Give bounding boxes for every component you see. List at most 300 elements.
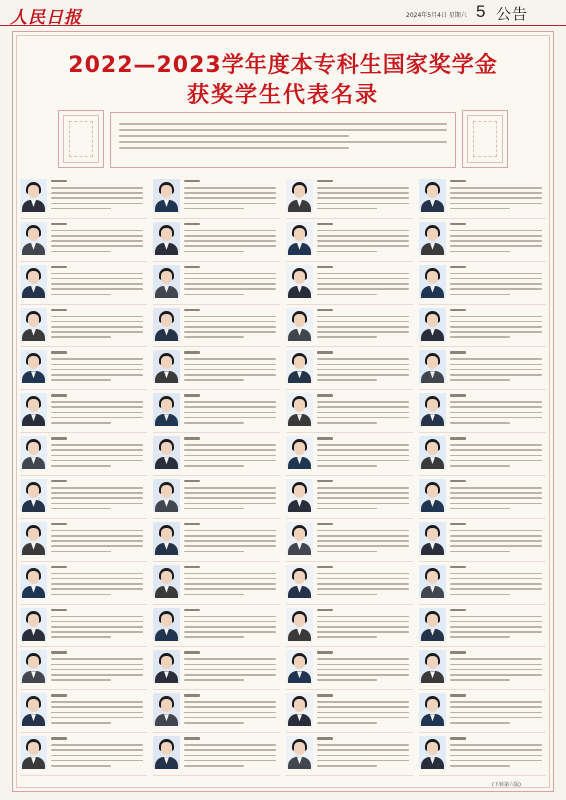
student-portrait xyxy=(419,265,446,298)
student-bio-line xyxy=(450,669,542,671)
student-bio-line xyxy=(317,288,409,290)
student-bio-line xyxy=(450,706,542,708)
awardee-entry xyxy=(286,390,413,433)
student-bio-line xyxy=(317,669,409,671)
student-bio-line xyxy=(51,636,111,638)
student-bio-line xyxy=(317,316,409,318)
student-bio-line xyxy=(317,240,409,242)
student-portrait xyxy=(419,179,446,212)
student-bio-line xyxy=(317,717,409,719)
student-bio-line xyxy=(317,412,409,414)
student-bio-line xyxy=(51,401,143,403)
student-name-line xyxy=(450,266,466,268)
student-bio-line xyxy=(450,749,542,751)
intro-text-line xyxy=(119,123,447,125)
student-bio-line xyxy=(184,755,276,757)
student-bio-line xyxy=(450,545,542,547)
student-bio-line xyxy=(51,664,143,666)
student-bio-line xyxy=(450,535,542,537)
student-name-line xyxy=(450,309,466,311)
student-bio-line xyxy=(450,717,542,719)
student-bio-line xyxy=(51,674,143,676)
student-bio-line xyxy=(51,573,143,575)
awardee-entry xyxy=(20,647,147,690)
student-bio-line xyxy=(184,336,244,338)
student-name-line xyxy=(184,694,200,696)
student-portrait xyxy=(286,650,313,683)
student-bio-line xyxy=(51,364,143,366)
student-bio-line xyxy=(317,208,377,210)
student-bio-line xyxy=(51,240,143,242)
student-bio-line xyxy=(51,294,111,296)
student-name-line xyxy=(184,309,200,311)
student-bio-line xyxy=(450,616,542,618)
awardee-entry xyxy=(419,262,546,305)
awardee-entry xyxy=(20,519,147,562)
awardee-entry xyxy=(153,476,280,519)
student-portrait xyxy=(153,179,180,212)
newspaper-masthead xyxy=(0,0,566,26)
awardee-entry xyxy=(20,347,147,390)
student-bio-line xyxy=(317,283,409,285)
student-name-line xyxy=(184,180,200,182)
student-bio-line xyxy=(317,658,409,660)
student-name-line xyxy=(317,480,333,482)
student-bio-line xyxy=(51,701,143,703)
student-name-line xyxy=(317,651,333,653)
student-bio-line xyxy=(51,278,143,280)
student-bio-line xyxy=(51,235,143,237)
awardee-entry xyxy=(153,690,280,733)
awardee-entry xyxy=(419,476,546,519)
student-bio-line xyxy=(317,530,409,532)
student-bio-line xyxy=(317,755,409,757)
awardee-entry xyxy=(20,305,147,348)
student-name-line xyxy=(317,523,333,525)
student-bio-line xyxy=(450,701,542,703)
student-bio-line xyxy=(450,358,542,360)
student-bio-line xyxy=(317,679,377,681)
student-portrait xyxy=(20,436,47,469)
student-portrait xyxy=(20,522,47,555)
student-bio-line xyxy=(184,208,244,210)
student-bio-line xyxy=(317,369,409,371)
student-portrait xyxy=(286,222,313,255)
student-bio-line xyxy=(51,492,143,494)
student-bio-line xyxy=(51,283,143,285)
student-bio-line xyxy=(317,460,409,462)
student-portrait xyxy=(419,308,446,341)
student-portrait xyxy=(153,393,180,426)
student-bio-line xyxy=(51,465,111,467)
student-bio-line xyxy=(450,273,542,275)
intro-text-box xyxy=(110,112,456,168)
awardee-entry xyxy=(153,347,280,390)
student-name-line xyxy=(317,309,333,311)
student-bio-line xyxy=(184,235,276,237)
student-bio-line xyxy=(317,401,409,403)
student-bio-line xyxy=(184,364,276,366)
student-bio-line xyxy=(317,230,409,232)
student-bio-line xyxy=(184,316,276,318)
student-bio-line xyxy=(317,636,377,638)
student-bio-line xyxy=(450,245,542,247)
student-bio-line xyxy=(184,679,244,681)
student-portrait xyxy=(20,650,47,683)
student-bio-line xyxy=(317,455,409,457)
student-bio-line xyxy=(184,492,276,494)
awardee-entry xyxy=(20,390,147,433)
student-bio-line xyxy=(450,588,542,590)
student-portrait xyxy=(153,436,180,469)
intro-paragraph-2 xyxy=(119,141,447,149)
student-name-line xyxy=(51,737,67,739)
student-bio-line xyxy=(51,621,143,623)
student-bio-line xyxy=(450,578,542,580)
awardee-entry xyxy=(419,605,546,648)
intro-paragraph-1 xyxy=(119,123,447,137)
student-bio-line xyxy=(450,760,542,762)
student-name-line xyxy=(317,694,333,696)
student-bio-line xyxy=(317,712,409,714)
decorative-lattice-right xyxy=(462,110,508,168)
student-bio-line xyxy=(184,197,276,199)
student-bio-line xyxy=(51,326,143,328)
student-portrait xyxy=(286,393,313,426)
student-bio-line xyxy=(51,535,143,537)
student-bio-line xyxy=(317,278,409,280)
student-bio-line xyxy=(450,251,510,253)
student-bio-line xyxy=(450,401,542,403)
student-bio-line xyxy=(184,535,276,537)
student-bio-line xyxy=(317,487,409,489)
student-portrait xyxy=(153,522,180,555)
awardee-entry xyxy=(286,262,413,305)
section-name: 公告 xyxy=(496,5,529,23)
student-bio-line xyxy=(317,187,409,189)
student-bio-line xyxy=(184,460,276,462)
student-bio-line xyxy=(184,369,276,371)
decorative-lattice-left xyxy=(58,110,104,168)
student-bio-line xyxy=(184,326,276,328)
student-bio-line xyxy=(317,331,409,333)
student-portrait xyxy=(153,693,180,726)
student-name-line xyxy=(184,523,200,525)
student-bio-line xyxy=(51,412,143,414)
student-portrait xyxy=(20,393,47,426)
awardee-entry xyxy=(20,605,147,648)
student-bio-line xyxy=(184,203,276,205)
awardee-entry xyxy=(286,605,413,648)
awardee-entry xyxy=(419,176,546,219)
student-bio-line xyxy=(317,588,409,590)
student-bio-line xyxy=(51,658,143,660)
student-bio-line xyxy=(450,492,542,494)
student-bio-line xyxy=(184,503,276,505)
student-portrait xyxy=(286,736,313,769)
student-bio-line xyxy=(450,503,542,505)
awardee-entry xyxy=(20,219,147,262)
student-bio-line xyxy=(184,530,276,532)
student-bio-line xyxy=(51,336,111,338)
awardee-entry xyxy=(153,219,280,262)
student-bio-line xyxy=(51,192,143,194)
awardee-entry xyxy=(286,519,413,562)
student-bio-line xyxy=(317,321,409,323)
student-bio-line xyxy=(184,374,276,376)
student-portrait xyxy=(20,265,47,298)
student-bio-line xyxy=(450,626,542,628)
student-bio-line xyxy=(317,465,377,467)
awardee-entry xyxy=(286,476,413,519)
student-portrait xyxy=(419,693,446,726)
student-bio-line xyxy=(317,701,409,703)
awardee-entry xyxy=(419,647,546,690)
student-bio-line xyxy=(184,760,276,762)
student-name-line xyxy=(51,309,67,311)
student-bio-line xyxy=(51,208,111,210)
student-bio-line xyxy=(51,508,111,510)
student-bio-line xyxy=(317,508,377,510)
student-bio-line xyxy=(450,679,510,681)
student-bio-line xyxy=(51,631,143,633)
student-name-line xyxy=(317,223,333,225)
student-bio-line xyxy=(184,658,276,660)
awardee-entry xyxy=(419,390,546,433)
student-bio-line xyxy=(51,444,143,446)
student-bio-line xyxy=(450,240,542,242)
student-portrait xyxy=(419,608,446,641)
student-bio-line xyxy=(317,573,409,575)
student-bio-line xyxy=(450,283,542,285)
student-name-line xyxy=(450,737,466,739)
student-bio-line xyxy=(51,551,111,553)
awardee-entry xyxy=(20,176,147,219)
awardee-entry xyxy=(153,305,280,348)
student-bio-line xyxy=(450,497,542,499)
student-portrait xyxy=(286,608,313,641)
student-bio-line xyxy=(317,626,409,628)
student-bio-line xyxy=(51,230,143,232)
awardee-entry xyxy=(153,433,280,476)
awardee-entry xyxy=(20,690,147,733)
student-bio-line xyxy=(317,503,409,505)
student-bio-line xyxy=(450,379,510,381)
student-bio-line xyxy=(184,251,244,253)
student-portrait xyxy=(286,479,313,512)
student-bio-line xyxy=(184,487,276,489)
student-bio-line xyxy=(317,364,409,366)
student-bio-line xyxy=(51,545,143,547)
student-bio-line xyxy=(450,455,542,457)
student-bio-line xyxy=(184,621,276,623)
student-bio-line xyxy=(51,358,143,360)
student-bio-line xyxy=(450,658,542,660)
student-bio-line xyxy=(184,245,276,247)
student-bio-line xyxy=(450,508,510,510)
student-bio-line xyxy=(450,208,510,210)
student-name-line xyxy=(450,480,466,482)
student-bio-line xyxy=(317,294,377,296)
page-title: 2022—2023学年度本专科生国家奖学金 xyxy=(68,53,498,78)
student-bio-line xyxy=(51,316,143,318)
student-bio-line xyxy=(184,288,276,290)
student-portrait xyxy=(419,393,446,426)
awardee-entry xyxy=(20,733,147,776)
student-bio-line xyxy=(51,588,143,590)
student-bio-line xyxy=(184,749,276,751)
student-bio-line xyxy=(184,631,276,633)
student-bio-line xyxy=(317,631,409,633)
awardee-entry xyxy=(153,647,280,690)
student-bio-line xyxy=(51,203,143,205)
student-bio-line xyxy=(184,573,276,575)
student-name-line xyxy=(317,609,333,611)
awardee-entry xyxy=(153,519,280,562)
student-name-line xyxy=(450,566,466,568)
awardee-grid xyxy=(20,176,546,776)
student-bio-line xyxy=(51,578,143,580)
student-bio-line xyxy=(51,749,143,751)
student-bio-line xyxy=(317,535,409,537)
student-bio-line xyxy=(184,455,276,457)
student-bio-line xyxy=(450,417,542,419)
student-bio-line xyxy=(317,245,409,247)
student-bio-line xyxy=(317,744,409,746)
student-bio-line xyxy=(450,294,510,296)
student-bio-line xyxy=(317,358,409,360)
student-bio-line xyxy=(51,288,143,290)
page-subtitle: 获奖学生代表名录 xyxy=(186,83,379,108)
student-bio-line xyxy=(51,197,143,199)
intro-text-line xyxy=(119,147,349,149)
student-bio-line xyxy=(450,444,542,446)
newspaper-logo: 人民日报 xyxy=(10,8,82,28)
student-bio-line xyxy=(317,192,409,194)
student-name-line xyxy=(450,523,466,525)
student-bio-line xyxy=(184,331,276,333)
student-bio-line xyxy=(450,197,542,199)
intro-text-line xyxy=(119,135,349,137)
student-name-line xyxy=(184,266,200,268)
student-portrait xyxy=(286,693,313,726)
awardee-entry xyxy=(419,562,546,605)
student-bio-line xyxy=(184,551,244,553)
student-portrait xyxy=(153,479,180,512)
student-bio-line xyxy=(184,578,276,580)
student-bio-line xyxy=(184,706,276,708)
student-bio-line xyxy=(450,551,510,553)
student-bio-line xyxy=(450,336,510,338)
student-portrait xyxy=(20,736,47,769)
student-name-line xyxy=(184,480,200,482)
student-name-line xyxy=(317,351,333,353)
student-bio-line xyxy=(450,674,542,676)
student-bio-line xyxy=(184,626,276,628)
student-bio-line xyxy=(450,664,542,666)
student-bio-line xyxy=(51,321,143,323)
student-bio-line xyxy=(184,273,276,275)
student-bio-line xyxy=(184,240,276,242)
student-name-line xyxy=(184,223,200,225)
student-name-line xyxy=(51,437,67,439)
student-bio-line xyxy=(51,487,143,489)
student-bio-line xyxy=(51,369,143,371)
student-bio-line xyxy=(51,755,143,757)
student-bio-line xyxy=(450,487,542,489)
student-bio-line xyxy=(184,294,244,296)
student-name-line xyxy=(450,437,466,439)
student-bio-line xyxy=(184,187,276,189)
student-portrait xyxy=(20,222,47,255)
student-bio-line xyxy=(317,492,409,494)
intro-text-line xyxy=(119,141,447,143)
awardee-entry xyxy=(153,390,280,433)
student-portrait xyxy=(20,179,47,212)
awardee-entry xyxy=(419,690,546,733)
awardee-entry xyxy=(153,605,280,648)
student-bio-line xyxy=(450,583,542,585)
student-portrait xyxy=(20,608,47,641)
student-name-line xyxy=(51,523,67,525)
student-bio-line xyxy=(51,712,143,714)
student-bio-line xyxy=(184,588,276,590)
student-bio-line xyxy=(184,636,244,638)
student-name-line xyxy=(184,609,200,611)
student-bio-line xyxy=(317,422,377,424)
student-bio-line xyxy=(450,369,542,371)
student-bio-line xyxy=(184,744,276,746)
student-name-line xyxy=(450,351,466,353)
student-bio-line xyxy=(184,449,276,451)
student-bio-line xyxy=(51,331,143,333)
student-portrait xyxy=(286,265,313,298)
awardee-entry xyxy=(20,562,147,605)
student-bio-line xyxy=(51,379,111,381)
student-portrait xyxy=(419,436,446,469)
student-bio-line xyxy=(317,749,409,751)
student-name-line xyxy=(317,266,333,268)
student-name-line xyxy=(450,609,466,611)
student-bio-line xyxy=(184,674,276,676)
student-bio-line xyxy=(317,336,377,338)
student-portrait xyxy=(286,350,313,383)
student-bio-line xyxy=(450,412,542,414)
student-bio-line xyxy=(51,449,143,451)
awardee-entry xyxy=(419,433,546,476)
student-bio-line xyxy=(51,669,143,671)
student-bio-line xyxy=(450,331,542,333)
awardee-entry xyxy=(153,562,280,605)
student-bio-line xyxy=(51,744,143,746)
awardee-entry xyxy=(286,176,413,219)
student-name-line xyxy=(184,437,200,439)
awardee-entry xyxy=(286,647,413,690)
student-bio-line xyxy=(450,316,542,318)
student-portrait xyxy=(20,479,47,512)
student-bio-line xyxy=(184,722,244,724)
awardee-entry xyxy=(153,176,280,219)
student-portrait xyxy=(286,436,313,469)
student-bio-line xyxy=(450,755,542,757)
student-portrait xyxy=(153,265,180,298)
awardee-entry xyxy=(419,519,546,562)
student-portrait xyxy=(153,222,180,255)
student-bio-line xyxy=(184,712,276,714)
student-bio-line xyxy=(317,545,409,547)
student-bio-line xyxy=(450,621,542,623)
student-bio-line xyxy=(317,621,409,623)
